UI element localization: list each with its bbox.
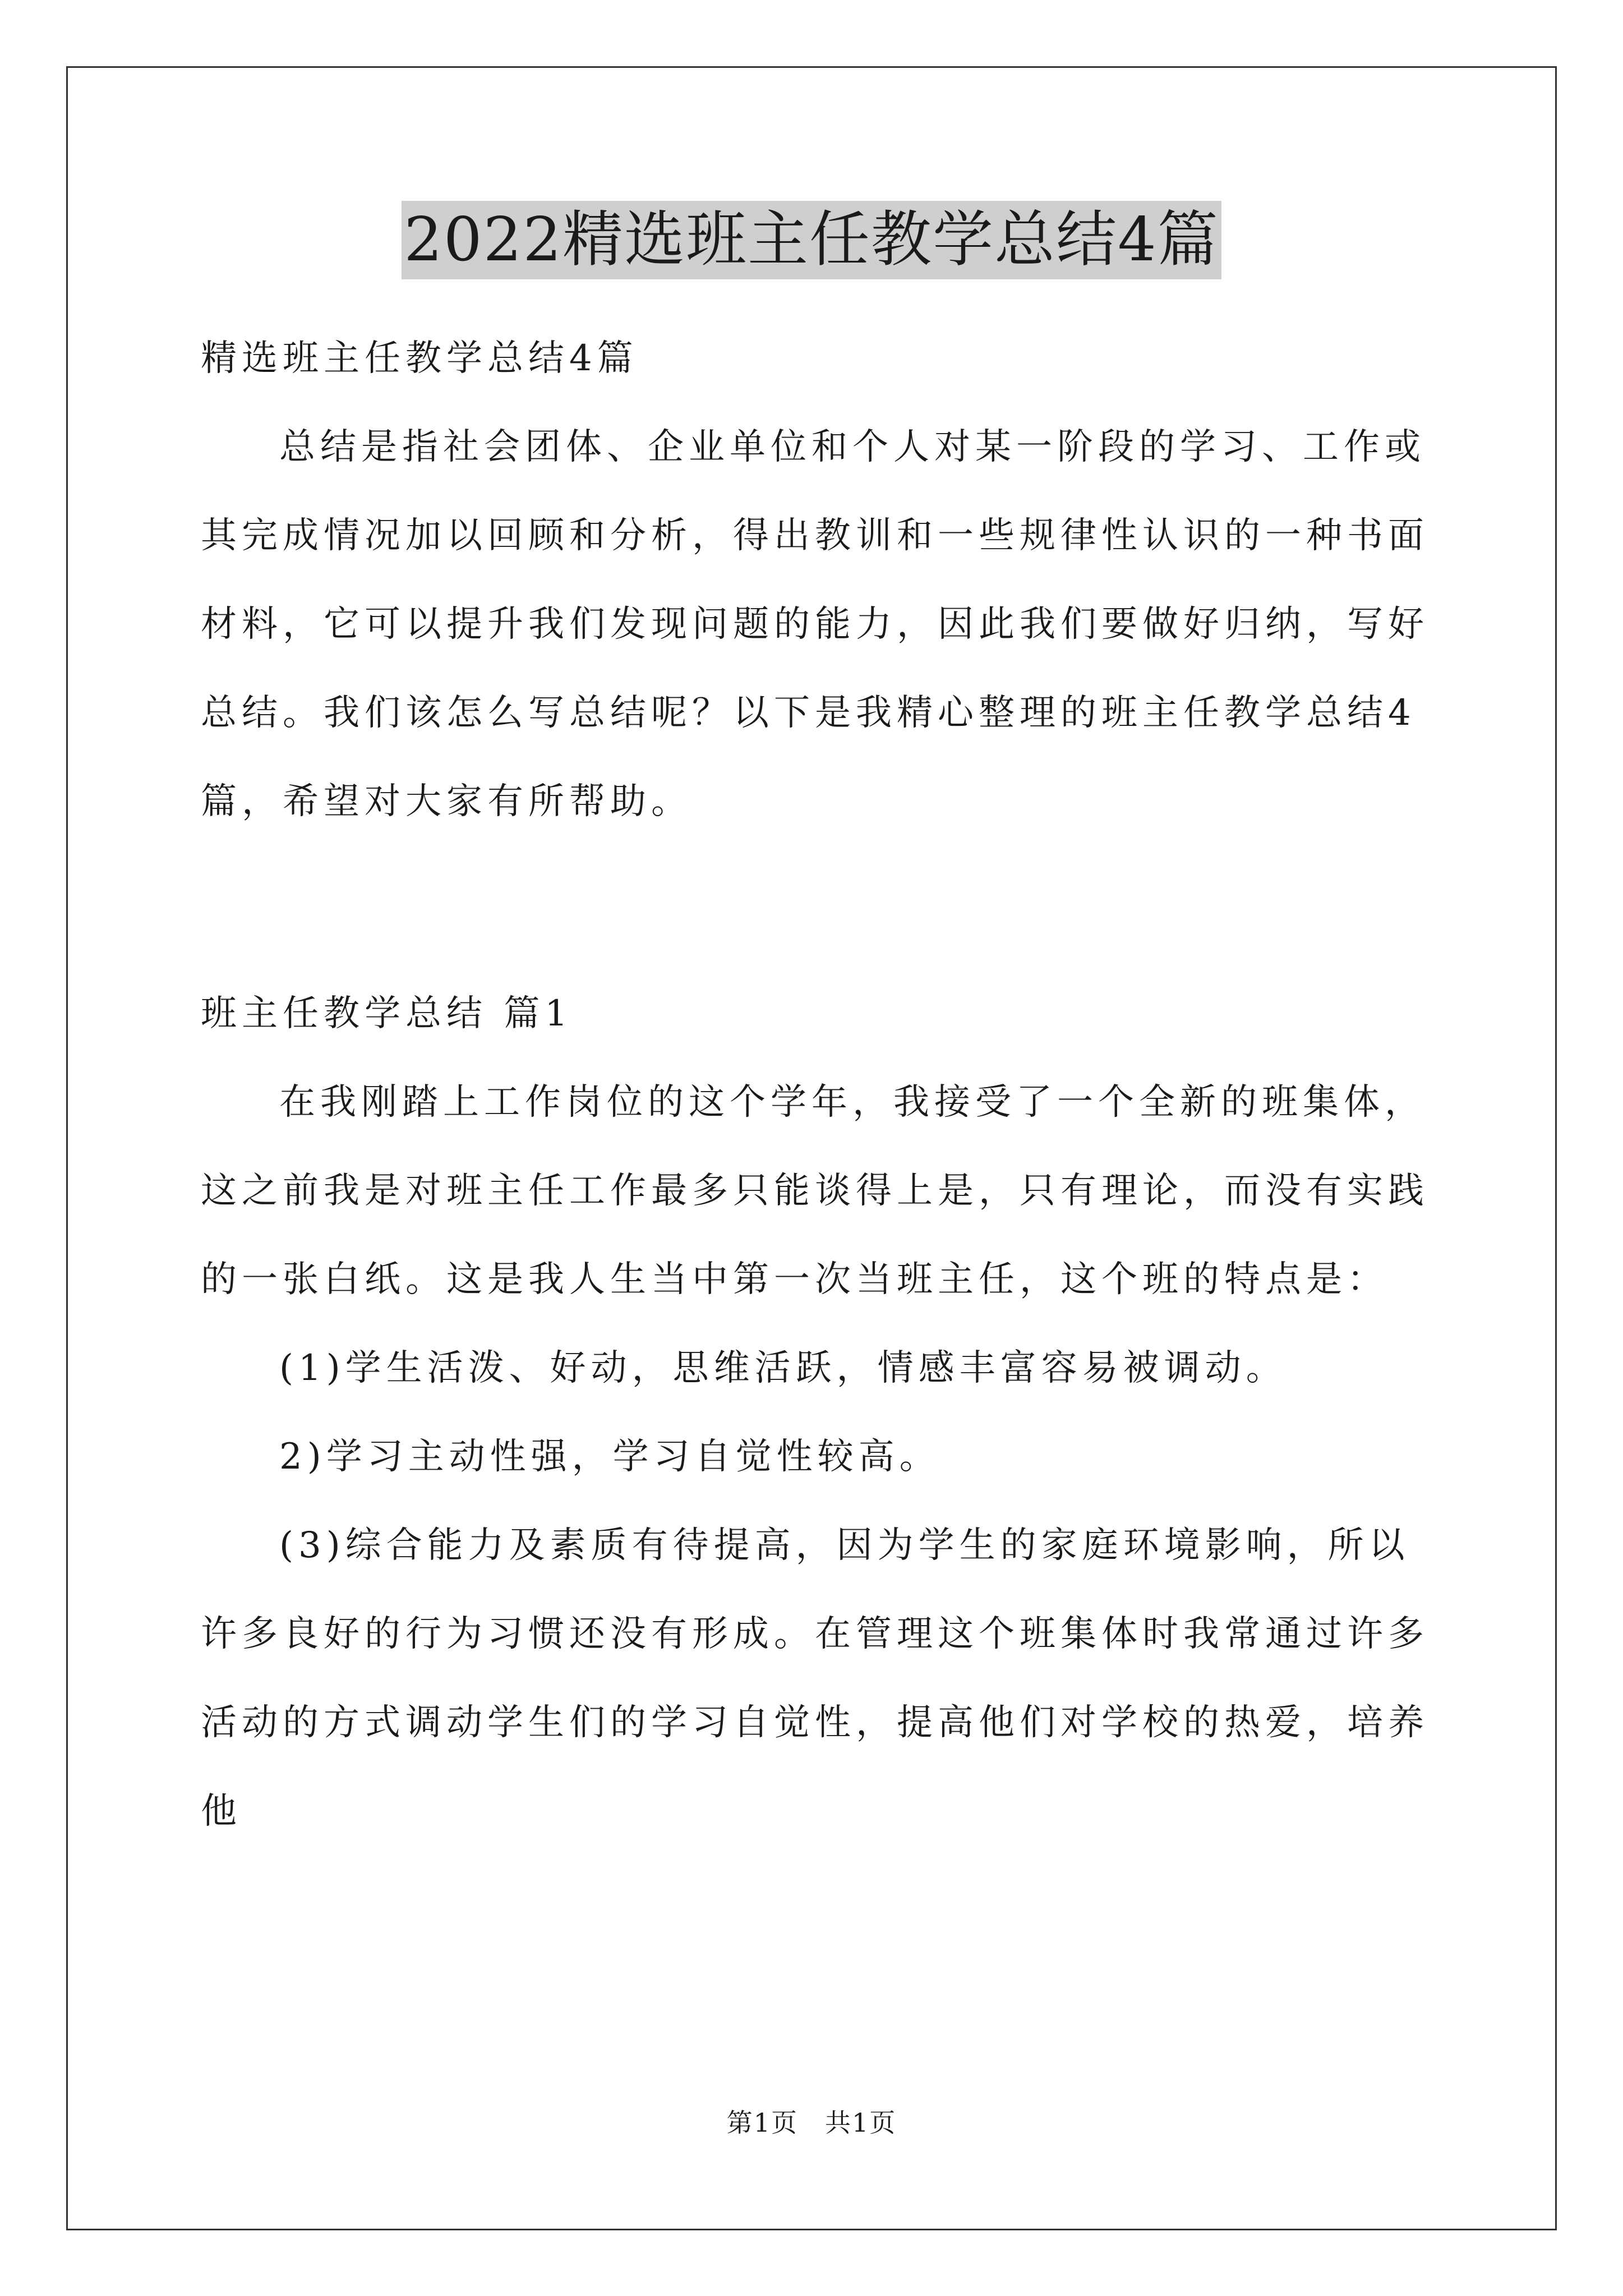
- list-item: 2)学习主动性强，学习自觉性较高。: [279, 1436, 940, 1478]
- document-body: [201, 314, 1429, 1856]
- intro-paragraph: 总结是指社会团体、企业单位和个人对某一阶段的学习、工作或其完成情况加以回顾和分析，得出教训和一些规律性认识的一种书面材料，它可以提升我们发现问题的能力，因此我们要做好归纳，写好总结。我们该怎么写总结呢？以下是我精心整理的班主任教学总结4篇，希望对大家有所帮助。: [201, 426, 1429, 822]
- document-title: 2022精选班主任教学总结4篇: [402, 201, 1221, 279]
- body-paragraph: 在我刚踏上工作岗位的这个学年，我接受了一个全新的班集体，这之前我是对班主任工作最多只能谈得上是，只有理论，而没有实践的一张白纸。这是我人生当中第一次当班主任，这个班的特点是：: [201, 1082, 1429, 1300]
- list-item: (3)综合能力及素质有待提高，因为学生的家庭环境影响，所以许多良好的行为习惯还没有形成。在管理这个班集体时我常通过许多活动的方式调动学生们的学习自觉性，提高他们对学校的热爱，培养他: [201, 1525, 1429, 1832]
- page-total: 共1页: [825, 2108, 897, 2138]
- title-container: [0, 201, 1623, 279]
- section-heading: 班主任教学总结 篇1: [201, 993, 573, 1034]
- list-item: (1)学生活泼、好动，思维活跃，情感丰富容易被调动。: [279, 1347, 1287, 1389]
- section-spacer: [201, 846, 1429, 969]
- page-number: 第1页: [726, 2108, 798, 2138]
- document-subtitle: 精选班主任教学总结4篇: [201, 338, 638, 379]
- page-footer: [0, 2102, 1623, 2139]
